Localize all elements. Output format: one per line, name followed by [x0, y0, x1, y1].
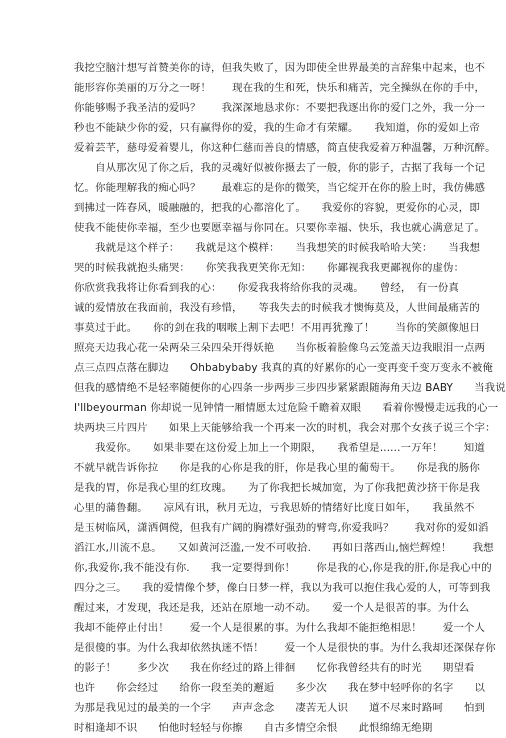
text-line: 照亮天边我心花一朵两朵三朵四朵开得妖艳 当你板着脸像乌云笼盖天边我眼泪一点两 [74, 342, 486, 354]
text-line: 我却不能停止付出！ 爱一个人是很累的事。为什么我却不能拒绝相思！ 爱一个人 [74, 622, 486, 634]
text-line: 到拂过一阵春风，暖融融的，把我的心都溶化了。 我爱你的容貌，更爱你的心灵，即 [74, 202, 480, 214]
text-line: 块两块三片四片 如果上天能够给我一个再来一次的时机，我会对那个女孩子说三个字： [74, 422, 496, 434]
text-line: 自从那次见了你之后，我的灵魂好似被你摄去了一般，你的影子，古据了我每一个记 [74, 162, 486, 174]
text-line: 的影子！ 多少次 我在你经过的路上徘徊 忆你我曾经共有的时光 期望看 [74, 662, 475, 674]
text-line: 滔江水,川流不息。 又如黄河泛滥,一发不可收拾. 再如日落西山,恼烂辉煌！ 我想 [74, 542, 494, 554]
text-line: 秒也不能缺少你的爱，只有赢得你的爱，我的生命才有荣耀。 我知道，你的爱如上帝 [74, 122, 480, 134]
text-line: 点三点四点落在脚边 Ohbabybaby 我真的真的好累你的心一变再变千变万变永不被俺 [74, 362, 493, 374]
text-line: 忆。你能理解我的痴心吗？ 最难忘的是你的微笑，当它绽开在你的脸上时，我仿佛感 [74, 182, 486, 194]
text-line: 为那是我见过的最美的一个字 声声念念 凄苦无人识 道不尽来时路呵 怕到 [74, 702, 486, 714]
text-line: 你,我爱你,我不能没有你. 我一定要得到你！ 你是我的心,你是我的肝,你是我心中的 [74, 562, 492, 574]
text-line: 我挖空脑汁想写首赞美你的诗，但我失败了，因为即使全世界最美的言辞集中起来，也不 [74, 62, 486, 74]
text-line: 但我的感情绝不是轻率随便你的心四条一步两步三步四步紧紧跟随海角天边 BABY 当我说 [74, 382, 506, 394]
text-line: 事莫过于此。 你的剑在我的咽喉上割下去吧！不用再犹豫了！ 当你的笑颜像旭日 [74, 322, 480, 334]
text-line: I'llbeyourman 你却说一见钟情一厢情愿太过危险千瞻着双眼 看着你慢慢走远我的心一 [74, 402, 499, 414]
text-line: 心里的蒲鲁翻。 凉风有讯，秋月无边，亏我思娇的情绪好比度日如年， 我虽然不 [74, 502, 475, 514]
text-line: 你能够赐予我圣洁的爱吗？ 我深深地恳求你：不要把我逐出你的爱门之外，我一分一 [74, 102, 486, 114]
text-line: 是很傻的事。为什么我却依然执迷不悟！ 爱一个人是很快的事。为什么我却还深保存你 [74, 642, 496, 654]
text-line: 我爱你。 如果非要在这份爱上加上一个期限， 我希望是......一万年！ 知道 [74, 442, 485, 454]
text-line: 哭的时候我就抱头痛哭： 你笑我我更笑你无知： 你鄙视我我更鄙视你的虚伪： [74, 262, 465, 274]
text-line: 能形容你美丽的万分之一呀！ 现在我的生和死，快乐和痛苦，完全操纵在你的手中， [74, 82, 486, 94]
text-line: 也许 你会经过 给你一段至美的邂逅 多少次 我在梦中轻呼你的名字 以 [74, 682, 486, 694]
text-line: 不就早就告诉你拉 你是我的心你是我的肝，你是我心里的葡萄干。 你是我的肠你 [74, 462, 480, 474]
text-line: 醒过来，才发现，我还是我，还站在原地一动不动。 爱一个人是很苦的事。为什么 [74, 602, 470, 614]
text-line: 使我不能使你幸福，至少也要愿幸福与你同在。只要你幸福、快乐，我也就心满意足了。 [74, 222, 486, 234]
text-line: 时相逢却不识 怕他时轻轻与你擦 自古多情空余恨 此恨绵绵无绝期 [74, 722, 433, 734]
text-line: 你欣赏我我将让你看到我的心： 你爱我我将给你我的灵魂。 曾经， 有一份真 [74, 282, 459, 294]
text-line: 诚的爱情放在我面前，我没有珍惜， 等我失去的时候我才懊悔莫及，人世间最痛苦的 [74, 302, 480, 314]
text-line: 四分之三。 我的爱情像个梦，像白日梦一样，我以为我可以抱住我心爱的人，可等到我 [74, 582, 491, 594]
text-line: 是我的胃，你是我心里的红玫瑰。 为了你我把长城加宽，为了你我把黄沙挤干你是我 [74, 482, 480, 494]
text-line: 我就是这个样子： 我就是这个模样： 当我想笑的时候我哈哈大笑： 当我想 [74, 242, 481, 254]
text-line: 爱着芸芊，慈母爱着婴儿，你这种仁慈而善良的情感，简直使我爱着万种温馨，万种沉醉。 [74, 142, 496, 154]
text-line: 是玉树临风，潇洒倜傥，但我有广阔的胸襟好强劲的臂弯,你爱我吗？ 我对你的爱如滔 [74, 522, 489, 534]
